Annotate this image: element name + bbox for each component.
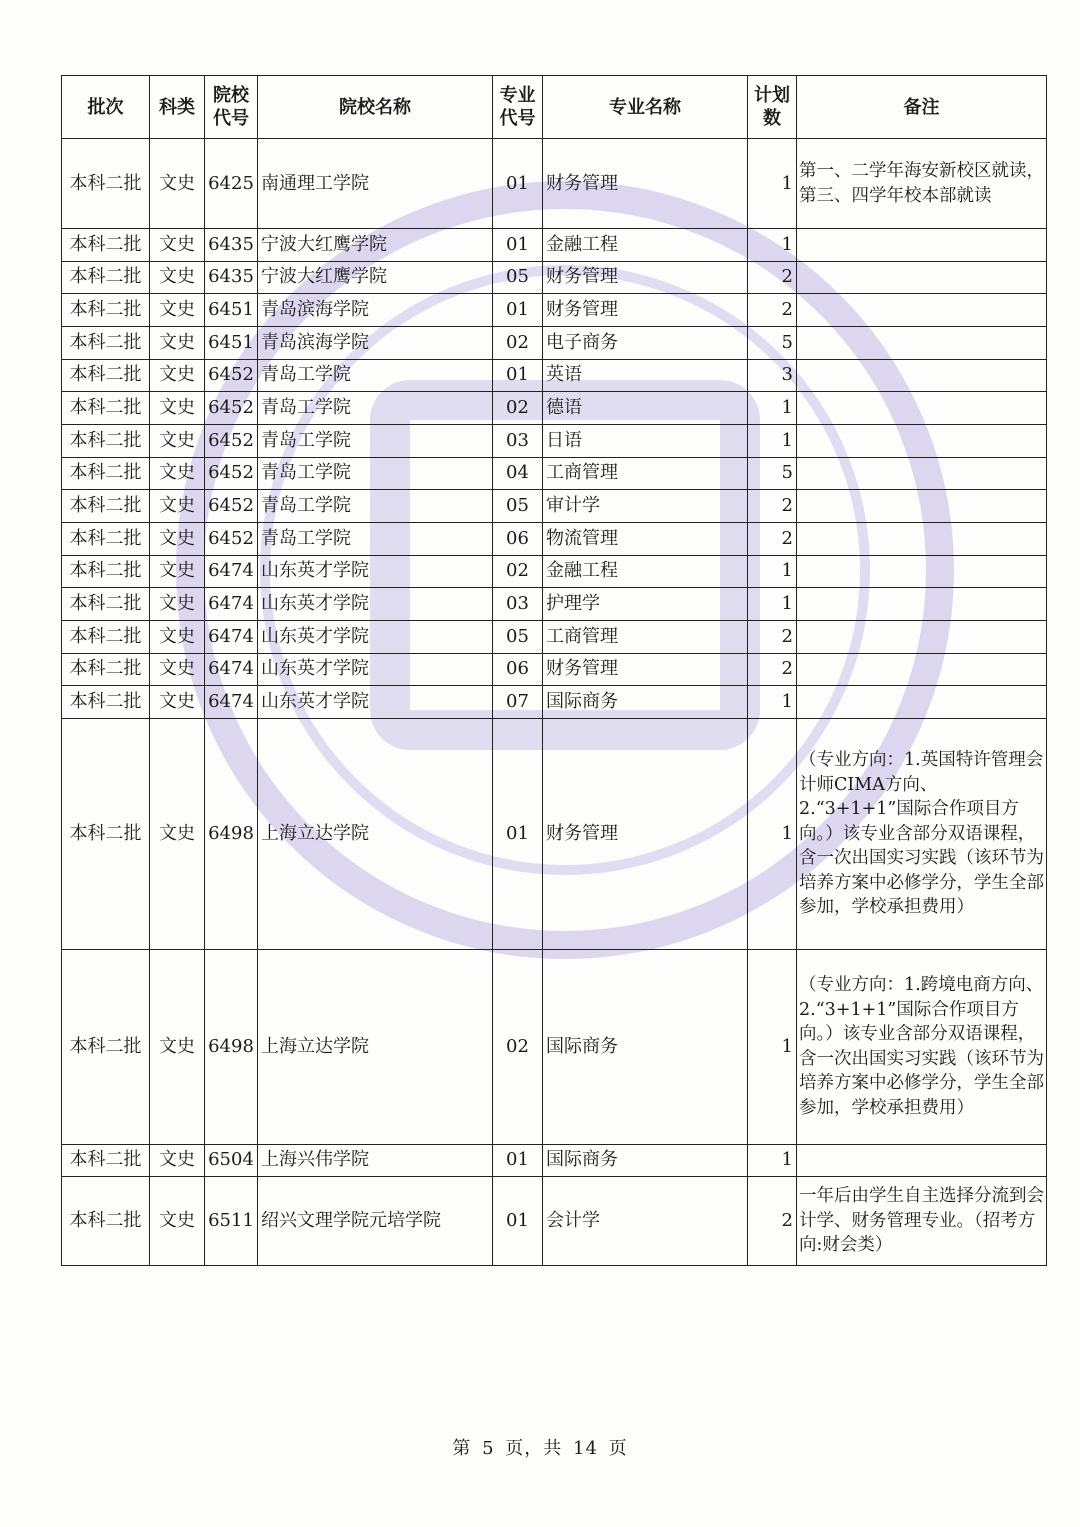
cell-school-name: 青岛滨海学院 bbox=[258, 294, 493, 327]
cell-school-name: 上海立达学院 bbox=[258, 718, 493, 949]
cell-school-code: 6452 bbox=[205, 522, 258, 555]
cell-school-name: 山东英才学院 bbox=[258, 555, 493, 588]
cell-category: 文史 bbox=[150, 588, 205, 621]
cell-school-name: 南通理工学院 bbox=[258, 139, 493, 229]
cell-batch: 本科二批 bbox=[62, 490, 150, 523]
cell-batch: 本科二批 bbox=[62, 229, 150, 262]
cell-major-code: 06 bbox=[493, 522, 543, 555]
cell-category: 文史 bbox=[150, 229, 205, 262]
cell-plan: 2 bbox=[748, 1176, 797, 1265]
cell-major-name: 国际商务 bbox=[543, 949, 748, 1144]
header-major-code: 专业代号 bbox=[493, 76, 543, 139]
cell-major-code: 01 bbox=[493, 229, 543, 262]
table-row bbox=[62, 392, 1047, 425]
table-row bbox=[62, 686, 1047, 719]
cell-note bbox=[797, 294, 1047, 327]
cell-note bbox=[797, 229, 1047, 262]
cell-plan: 2 bbox=[748, 294, 797, 327]
cell-school-name: 上海立达学院 bbox=[258, 949, 493, 1144]
cell-school-code: 6474 bbox=[205, 653, 258, 686]
cell-note bbox=[797, 686, 1047, 719]
cell-school-code: 6452 bbox=[205, 424, 258, 457]
cell-plan: 2 bbox=[748, 620, 797, 653]
cell-plan: 1 bbox=[748, 392, 797, 425]
cell-major-name: 物流管理 bbox=[543, 522, 748, 555]
cell-note bbox=[797, 555, 1047, 588]
cell-major-code: 03 bbox=[493, 588, 543, 621]
cell-note bbox=[797, 588, 1047, 621]
cell-major-name: 国际商务 bbox=[543, 686, 748, 719]
cell-school-code: 6474 bbox=[205, 686, 258, 719]
cell-batch: 本科二批 bbox=[62, 620, 150, 653]
cell-plan: 1 bbox=[748, 588, 797, 621]
cell-major-code: 05 bbox=[493, 620, 543, 653]
cell-category: 文史 bbox=[150, 1176, 205, 1265]
cell-category: 文史 bbox=[150, 424, 205, 457]
cell-batch: 本科二批 bbox=[62, 555, 150, 588]
cell-batch: 本科二批 bbox=[62, 653, 150, 686]
cell-batch: 本科二批 bbox=[62, 457, 150, 490]
cell-school-name: 宁波大红鹰学院 bbox=[258, 229, 493, 262]
cell-plan: 1 bbox=[748, 139, 797, 229]
cell-plan: 2 bbox=[748, 261, 797, 294]
table-row bbox=[62, 326, 1047, 359]
cell-school-code: 6498 bbox=[205, 949, 258, 1144]
cell-note bbox=[797, 261, 1047, 294]
cell-school-name: 山东英才学院 bbox=[258, 620, 493, 653]
cell-school-code: 6511 bbox=[205, 1176, 258, 1265]
cell-plan: 1 bbox=[748, 555, 797, 588]
cell-plan: 2 bbox=[748, 522, 797, 555]
cell-school-code: 6474 bbox=[205, 588, 258, 621]
cell-major-name: 财务管理 bbox=[543, 653, 748, 686]
cell-category: 文史 bbox=[150, 949, 205, 1144]
cell-batch: 本科二批 bbox=[62, 326, 150, 359]
table-row bbox=[62, 555, 1047, 588]
table-row bbox=[62, 1176, 1047, 1265]
cell-plan: 1 bbox=[748, 686, 797, 719]
cell-school-name: 山东英才学院 bbox=[258, 653, 493, 686]
cell-note bbox=[797, 522, 1047, 555]
table-row bbox=[62, 1144, 1047, 1176]
table-row bbox=[62, 139, 1047, 229]
table-row bbox=[62, 457, 1047, 490]
cell-major-name: 金融工程 bbox=[543, 555, 748, 588]
cell-major-code: 01 bbox=[493, 1176, 543, 1265]
cell-major-code: 04 bbox=[493, 457, 543, 490]
cell-school-code: 6451 bbox=[205, 326, 258, 359]
cell-note bbox=[797, 457, 1047, 490]
table-row bbox=[62, 424, 1047, 457]
cell-note bbox=[797, 1144, 1047, 1176]
cell-batch: 本科二批 bbox=[62, 392, 150, 425]
cell-plan: 1 bbox=[748, 718, 797, 949]
cell-major-name: 金融工程 bbox=[543, 229, 748, 262]
cell-school-name: 宁波大红鹰学院 bbox=[258, 261, 493, 294]
cell-category: 文史 bbox=[150, 1144, 205, 1176]
cell-batch: 本科二批 bbox=[62, 718, 150, 949]
total-pages: 14 bbox=[573, 1438, 598, 1459]
cell-plan: 1 bbox=[748, 229, 797, 262]
cell-plan: 5 bbox=[748, 326, 797, 359]
cell-school-code: 6452 bbox=[205, 392, 258, 425]
cell-note: 第一、二学年海安新校区就读，第三、四学年校本部就读 bbox=[797, 139, 1047, 229]
cell-batch: 本科二批 bbox=[62, 949, 150, 1144]
header-plan: 计划数 bbox=[748, 76, 797, 139]
cell-school-code: 6451 bbox=[205, 294, 258, 327]
cell-category: 文史 bbox=[150, 457, 205, 490]
header-batch: 批次 bbox=[62, 76, 150, 139]
cell-note bbox=[797, 620, 1047, 653]
cell-major-name: 工商管理 bbox=[543, 457, 748, 490]
cell-major-name: 会计学 bbox=[543, 1176, 748, 1265]
cell-batch: 本科二批 bbox=[62, 522, 150, 555]
cell-note: （专业方向：1.跨境电商方向、2.“3+1+1”国际合作项目方向。）该专业含部分双语课程，含一次出国实习实践（该环节为培养方案中必修学分，学生全部参加，学校承担费用） bbox=[797, 949, 1047, 1144]
cell-category: 文史 bbox=[150, 392, 205, 425]
footer-mid: 页，共 bbox=[505, 1438, 563, 1459]
page-footer bbox=[0, 1434, 1080, 1460]
cell-school-code: 6474 bbox=[205, 555, 258, 588]
cell-major-name: 财务管理 bbox=[543, 718, 748, 949]
cell-category: 文史 bbox=[150, 718, 205, 949]
table-row bbox=[62, 949, 1047, 1144]
cell-school-code: 6452 bbox=[205, 490, 258, 523]
cell-batch: 本科二批 bbox=[62, 139, 150, 229]
cell-batch: 本科二批 bbox=[62, 588, 150, 621]
cell-plan: 1 bbox=[748, 1144, 797, 1176]
cell-plan: 2 bbox=[748, 490, 797, 523]
cell-school-name: 青岛工学院 bbox=[258, 359, 493, 392]
table-row bbox=[62, 261, 1047, 294]
cell-batch: 本科二批 bbox=[62, 1144, 150, 1176]
cell-major-name: 财务管理 bbox=[543, 261, 748, 294]
cell-batch: 本科二批 bbox=[62, 686, 150, 719]
cell-major-code: 03 bbox=[493, 424, 543, 457]
header-category: 科类 bbox=[150, 76, 205, 139]
cell-category: 文史 bbox=[150, 326, 205, 359]
header-major-name: 专业名称 bbox=[543, 76, 748, 139]
cell-school-name: 山东英才学院 bbox=[258, 588, 493, 621]
table-row bbox=[62, 522, 1047, 555]
table-row bbox=[62, 653, 1047, 686]
table-row bbox=[62, 294, 1047, 327]
table-row bbox=[62, 359, 1047, 392]
table-header-row bbox=[62, 76, 1047, 139]
cell-category: 文史 bbox=[150, 294, 205, 327]
cell-major-code: 01 bbox=[493, 1144, 543, 1176]
cell-category: 文史 bbox=[150, 261, 205, 294]
cell-school-name: 山东英才学院 bbox=[258, 686, 493, 719]
admission-plan-table bbox=[61, 75, 1047, 1266]
cell-school-code: 6498 bbox=[205, 718, 258, 949]
table-row bbox=[62, 718, 1047, 949]
header-note: 备注 bbox=[797, 76, 1047, 139]
cell-category: 文史 bbox=[150, 139, 205, 229]
cell-category: 文史 bbox=[150, 653, 205, 686]
cell-school-name: 青岛工学院 bbox=[258, 392, 493, 425]
cell-major-name: 工商管理 bbox=[543, 620, 748, 653]
header-school-name: 院校名称 bbox=[258, 76, 493, 139]
cell-school-code: 6435 bbox=[205, 229, 258, 262]
cell-note: （专业方向：1.英国特许管理会计师CIMA方向、2.“3+1+1”国际合作项目方向。）该专业含部分双语课程，含一次出国实习实践（该环节为培养方案中必修学分，学生全部参加，学校承担费用） bbox=[797, 718, 1047, 949]
cell-school-name: 青岛工学院 bbox=[258, 457, 493, 490]
cell-school-code: 6504 bbox=[205, 1144, 258, 1176]
current-page: 5 bbox=[482, 1438, 495, 1459]
cell-major-name: 电子商务 bbox=[543, 326, 748, 359]
cell-school-name: 青岛滨海学院 bbox=[258, 326, 493, 359]
cell-major-code: 02 bbox=[493, 949, 543, 1144]
cell-major-name: 审计学 bbox=[543, 490, 748, 523]
cell-school-name: 绍兴文理学院元培学院 bbox=[258, 1176, 493, 1265]
cell-major-code: 05 bbox=[493, 490, 543, 523]
cell-plan: 3 bbox=[748, 359, 797, 392]
cell-plan: 1 bbox=[748, 949, 797, 1144]
cell-major-code: 02 bbox=[493, 392, 543, 425]
cell-major-code: 01 bbox=[493, 139, 543, 229]
cell-major-code: 01 bbox=[493, 718, 543, 949]
cell-school-code: 6452 bbox=[205, 457, 258, 490]
cell-batch: 本科二批 bbox=[62, 261, 150, 294]
cell-school-code: 6435 bbox=[205, 261, 258, 294]
cell-school-name: 青岛工学院 bbox=[258, 490, 493, 523]
cell-major-name: 德语 bbox=[543, 392, 748, 425]
cell-note: 一年后由学生自主选择分流到会计学、财务管理专业。（招考方向:财会类） bbox=[797, 1176, 1047, 1265]
cell-plan: 2 bbox=[748, 653, 797, 686]
cell-note bbox=[797, 326, 1047, 359]
cell-school-code: 6452 bbox=[205, 359, 258, 392]
cell-category: 文史 bbox=[150, 620, 205, 653]
cell-school-name: 青岛工学院 bbox=[258, 522, 493, 555]
cell-category: 文史 bbox=[150, 522, 205, 555]
cell-major-code: 02 bbox=[493, 555, 543, 588]
cell-major-code: 05 bbox=[493, 261, 543, 294]
cell-school-code: 6425 bbox=[205, 139, 258, 229]
cell-note bbox=[797, 392, 1047, 425]
cell-plan: 5 bbox=[748, 457, 797, 490]
cell-major-name: 财务管理 bbox=[543, 139, 748, 229]
cell-major-name: 护理学 bbox=[543, 588, 748, 621]
header-school-code: 院校代号 bbox=[205, 76, 258, 139]
cell-batch: 本科二批 bbox=[62, 424, 150, 457]
cell-category: 文史 bbox=[150, 359, 205, 392]
cell-school-code: 6474 bbox=[205, 620, 258, 653]
cell-note bbox=[797, 359, 1047, 392]
cell-batch: 本科二批 bbox=[62, 294, 150, 327]
cell-category: 文史 bbox=[150, 686, 205, 719]
cell-major-code: 01 bbox=[493, 294, 543, 327]
cell-category: 文史 bbox=[150, 555, 205, 588]
table-row bbox=[62, 229, 1047, 262]
cell-batch: 本科二批 bbox=[62, 1176, 150, 1265]
cell-batch: 本科二批 bbox=[62, 359, 150, 392]
cell-major-name: 财务管理 bbox=[543, 294, 748, 327]
cell-major-name: 国际商务 bbox=[543, 1144, 748, 1176]
cell-major-code: 01 bbox=[493, 359, 543, 392]
cell-note bbox=[797, 424, 1047, 457]
footer-prefix: 第 bbox=[452, 1438, 472, 1459]
table-row bbox=[62, 490, 1047, 523]
cell-major-name: 英语 bbox=[543, 359, 748, 392]
table-row bbox=[62, 620, 1047, 653]
cell-note bbox=[797, 653, 1047, 686]
cell-major-code: 06 bbox=[493, 653, 543, 686]
cell-major-code: 02 bbox=[493, 326, 543, 359]
cell-major-code: 07 bbox=[493, 686, 543, 719]
cell-school-name: 青岛工学院 bbox=[258, 424, 493, 457]
table-row bbox=[62, 588, 1047, 621]
cell-note bbox=[797, 490, 1047, 523]
footer-suffix: 页 bbox=[608, 1438, 628, 1459]
cell-plan: 1 bbox=[748, 424, 797, 457]
cell-major-name: 日语 bbox=[543, 424, 748, 457]
cell-category: 文史 bbox=[150, 490, 205, 523]
cell-school-name: 上海兴伟学院 bbox=[258, 1144, 493, 1176]
